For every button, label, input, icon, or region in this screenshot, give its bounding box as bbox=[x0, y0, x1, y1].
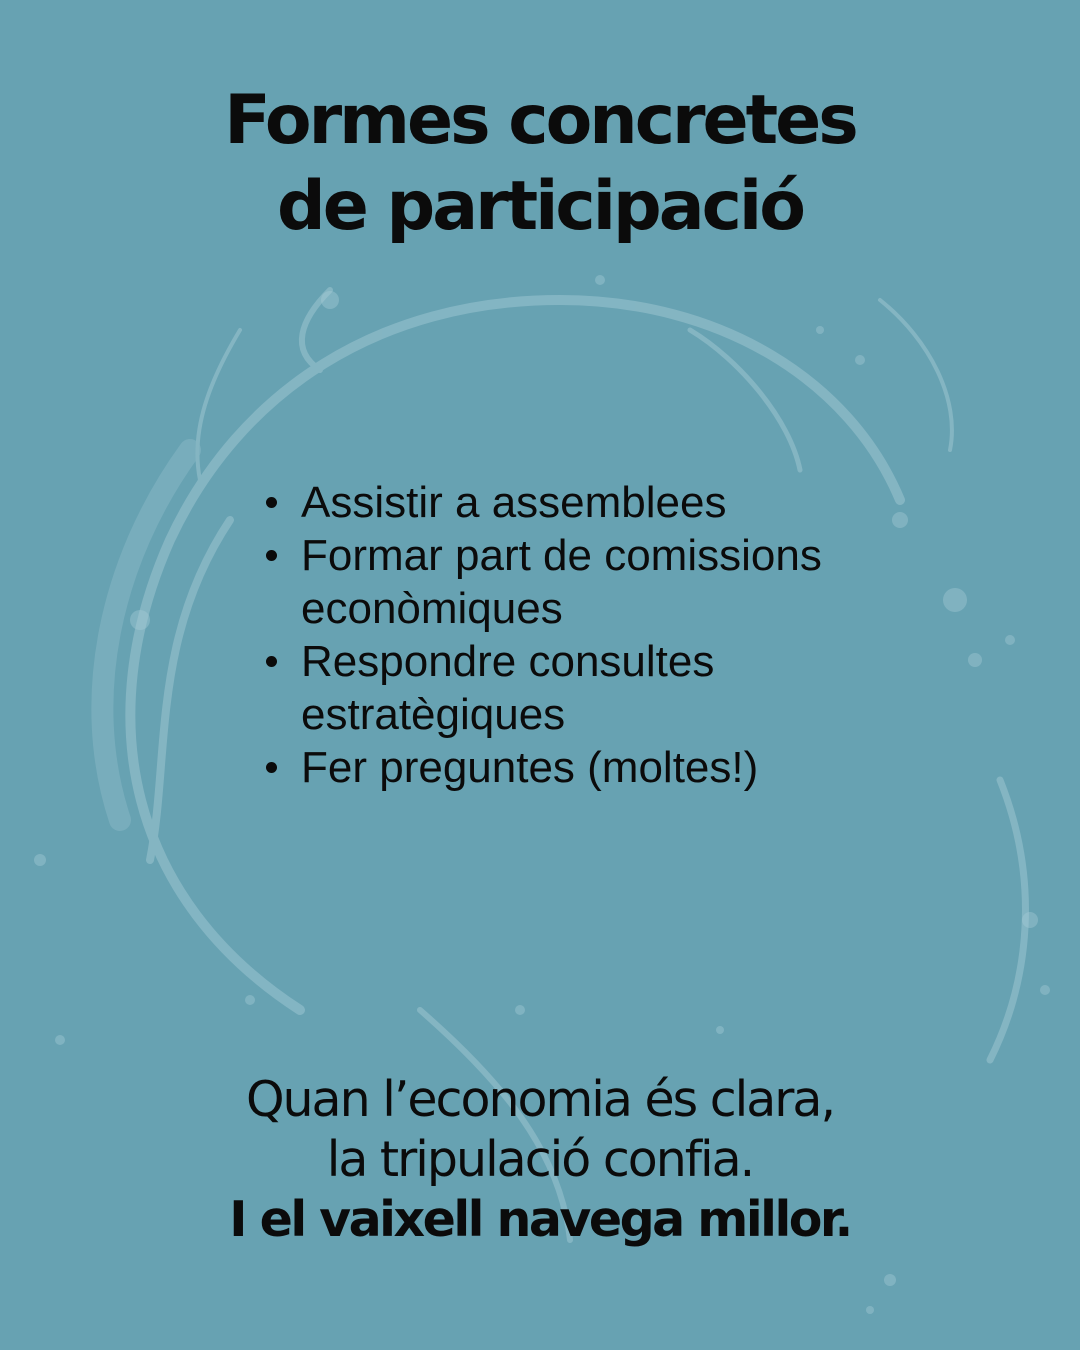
list-item-text: Assistir a assemblees bbox=[301, 478, 727, 527]
closing-message bbox=[0, 1070, 1080, 1250]
participation-list bbox=[262, 476, 822, 794]
list-item bbox=[262, 529, 822, 635]
bullet-icon bbox=[266, 497, 277, 508]
closing-line-2: la tripulació confia. bbox=[326, 1131, 754, 1188]
list-item bbox=[262, 476, 822, 529]
bullet-icon bbox=[266, 550, 277, 561]
list-item-text-continued: estratègiques bbox=[301, 690, 566, 739]
list-item-text: Formar part de comissions bbox=[301, 531, 822, 580]
list-item-text: Respondre consultes bbox=[301, 637, 715, 686]
closing-line-3: I el vaixell navega millor. bbox=[229, 1191, 851, 1248]
bullet-icon bbox=[266, 656, 277, 667]
title-line-2: de participació bbox=[277, 167, 803, 246]
list-item-text: Fer preguntes (moltes!) bbox=[301, 743, 759, 792]
page-title bbox=[0, 78, 1080, 250]
closing-line-1: Quan l’economia és clara, bbox=[245, 1071, 835, 1128]
list-item bbox=[262, 741, 822, 794]
bullet-icon bbox=[266, 762, 277, 773]
title-line-1: Formes concretes bbox=[224, 81, 856, 160]
list-item bbox=[262, 635, 822, 741]
list-item-text-continued: econòmiques bbox=[301, 584, 563, 633]
